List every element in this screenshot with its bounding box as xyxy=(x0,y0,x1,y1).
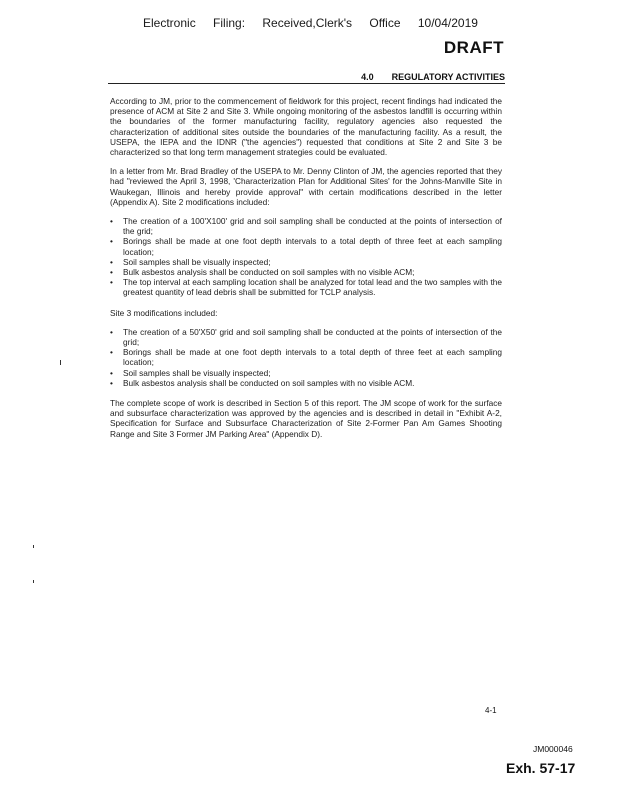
filing-word: Electronic xyxy=(143,16,196,30)
page-number: 4-1 xyxy=(485,706,497,715)
paragraph: According to JM, prior to the commencement of fieldwork for this project, recent findings had indicated the presence of ACM at Site 2 and Site 3. While ongoing monitoring of the asbestos landfill is occurring within the boundaries of the former manufacturing facility, regulatory agencies also requested the characterization of additional sites outside the boundaries of the manufacturing facility. As a result, the USEPA, the IEPA and the IDNR ("the agencies") requested that conditions at Site 2 and Site 3 be characterized so that long term management strategies could be evaluated. xyxy=(110,96,502,158)
bates-number: JM000046 xyxy=(533,744,573,754)
filing-word: Office xyxy=(369,16,401,30)
site3-modifications-list xyxy=(110,327,502,388)
paragraph: In a letter from Mr. Brad Bradley of the USEPA to Mr. Denny Clinton of JM, the agencies reported that they had "reviewed the April 3, 1998, 'Characterization Plan for Additional Sites' for the Johns-Manville Site in Waukegan, Illinois and hereby provide approval" with certain modifications described in the letter (Appendix A). Site 2 modifications included: xyxy=(110,166,502,207)
list-item: • Borings shall be made at one foot depth intervals to a total depth of three feet at each sampling location; xyxy=(123,236,502,256)
list-item: • Bulk asbestos analysis shall be conducted on soil samples with no visible ACM. xyxy=(123,378,502,388)
exhibit-label: Exh. 57-17 xyxy=(506,760,576,776)
scan-speck xyxy=(33,580,34,583)
list-item: • Soil samples shall be visually inspected; xyxy=(123,257,502,267)
filing-date: 10/04/2019 xyxy=(417,16,478,30)
filing-word: Received,Clerk's xyxy=(262,16,353,30)
filing-stamp xyxy=(143,16,478,30)
filing-word: Filing: xyxy=(213,16,246,30)
list-item: • The creation of a 50'X50' grid and soil sampling shall be conducted at the points of intersection of the grid; xyxy=(123,327,502,347)
list-item: • The creation of a 100'X100' grid and soil sampling shall be conducted at the points of intersection of the grid; xyxy=(123,216,502,236)
list-item: • The top interval at each sampling location shall be analyzed for total lead and the two samples with the greatest quantity of lead debris shall be submitted for TCLP analysis. xyxy=(123,277,502,297)
list-item: • Soil samples shall be visually inspected; xyxy=(123,368,502,378)
scan-speck xyxy=(60,360,61,365)
paragraph: Site 3 modifications included: xyxy=(110,307,218,318)
section-number: 4.0 xyxy=(361,72,374,82)
list-item: • Borings shall be made at one foot depth intervals to a total depth of three feet at each sampling location; xyxy=(123,347,502,367)
section-title: REGULATORY ACTIVITIES xyxy=(391,72,505,82)
draft-watermark: DRAFT xyxy=(443,38,504,57)
section-heading xyxy=(108,72,505,84)
scan-speck xyxy=(33,545,34,548)
document-body xyxy=(110,96,502,448)
site2-modifications-list xyxy=(110,216,502,298)
paragraph: The complete scope of work is described in Section 5 of this report. The JM scope of work for the surface and subsurface characterization was approved by the agencies and is described in detail in "Exhibit A-2, Specification for Surface and Subsurface Characterization of Site 2-Former Pan Am Games Shooting Range and Site 3 Former JM Parking Area" (Appendix D). xyxy=(110,398,502,439)
list-item: • Bulk asbestos analysis shall be conducted on soil samples with no visible ACM; xyxy=(123,267,502,277)
